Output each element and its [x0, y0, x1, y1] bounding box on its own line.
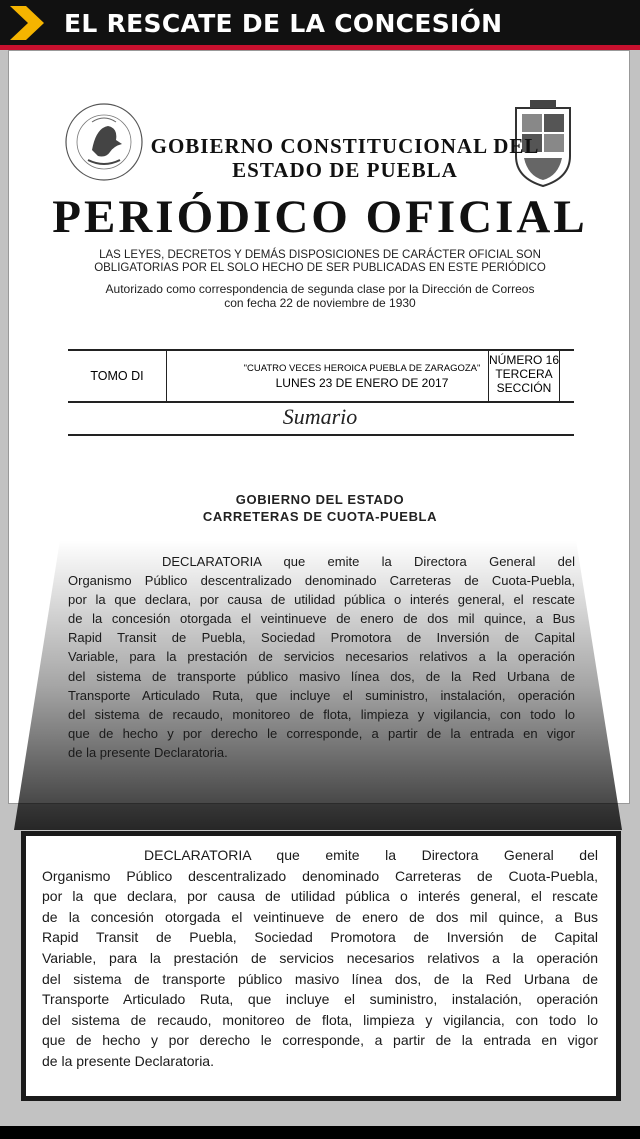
zoomed-line: del sistema de transporte público masivo línea dos, de la Red Urbana de — [42, 970, 598, 987]
section-line-1: TERCERA — [495, 367, 553, 381]
footer-bar — [0, 1126, 640, 1139]
header-bar — [0, 0, 640, 50]
zoomed-declaratoria-paragraph — [42, 845, 598, 1072]
issue-info-box — [68, 349, 574, 403]
declaratoria-line: Rapid Transit de Puebla, Sociedad Promotora de Inversión de Capital — [68, 630, 575, 646]
declaratoria-line: de la presente Declaratoria. — [68, 744, 228, 760]
zoomed-line: de la presente Declaratoria. — [42, 1052, 214, 1069]
carreteras-heading: CARRETERAS DE CUOTA-PUEBLA — [202, 509, 438, 524]
tomo-label: TOMO DI — [68, 351, 167, 401]
issue-date: LUNES 23 DE ENERO DE 2017 — [275, 376, 449, 390]
declaratoria-line: DECLARATORIA que emite la Directora General del — [162, 554, 575, 569]
laws-line-2: OBLIGATORIAS POR EL SOLO HECHO DE SER PUBLICADAS EN ESTE PERIÓDICO — [94, 262, 546, 274]
declaratoria-line: por la que declara, por causa de utilidad pública o interés general, el rescate — [68, 592, 575, 608]
city-motto: "CUATRO VECES HEROICA PUEBLA DE ZARAGOZA" — [243, 363, 481, 374]
zoomed-line: Organismo Público descentralizado denominado Carreteras de Cuota-Puebla, — [42, 867, 598, 884]
authorization-line-1: Autorizado como correspondencia de segunda clase por la Dirección de Correos — [105, 282, 535, 296]
zoomed-line: que de hecho y por derecho le corresponde, a partir de la entrada en vigor — [42, 1032, 598, 1049]
summary-divider — [68, 434, 574, 436]
header-title: EL RESCATE DE LA CONCESIÓN — [64, 9, 503, 38]
zoomed-line: Rapid Transit de Puebla, Sociedad Promotora de Inversión de Capital — [42, 929, 598, 946]
laws-line-1: LAS LEYES, DECRETOS Y DEMÁS DISPOSICIONES DE CARÁCTER OFICIAL SON — [99, 249, 541, 261]
zoomed-line: por la que declara, por causa de utilidad pública o interés general, el rescate — [42, 888, 598, 905]
declaratoria-line: de la concesión otorgada el veintinueve de enero de dos mil quince, a Bus — [68, 611, 575, 627]
declaratoria-line: Transporte Articulado Ruta, que incluye el suministro, instalación, operación — [68, 687, 575, 703]
issue-number-label: NÚMERO 16 — [489, 353, 560, 367]
zoomed-line: Transporte Articulado Ruta, que incluye el suministro, instalación, operación — [42, 991, 598, 1008]
section-heading — [0, 491, 640, 525]
masthead-title: PERIÓDICO OFICIAL — [52, 191, 588, 243]
declaratoria-paragraph — [68, 552, 575, 762]
laws-notice — [0, 249, 640, 275]
declaratoria-line: del sistema de transporte público masivo línea dos, de la Red Urbana de — [68, 668, 575, 684]
government-line-2: ESTADO DE PUEBLA — [232, 158, 458, 182]
declaratoria-line: Variable, para la prestación de servicios necesarios relativos a la operación — [68, 649, 575, 665]
zoomed-line: Variable, para la prestación de servicios necesarios relativos a la operación — [42, 949, 598, 966]
zoomed-line: DECLARATORIA que emite la Directora General del — [144, 847, 598, 863]
authorization-line-2: con fecha 22 de noviembre de 1930 — [224, 296, 416, 310]
issue-number — [488, 351, 560, 401]
government-line-1: GOBIERNO CONSTITUCIONAL DEL — [150, 134, 540, 158]
summary-heading: Sumario — [282, 404, 358, 429]
zoomed-line: de la concesión otorgada el veintinueve de enero de dos mil quince, a Bus — [42, 908, 598, 925]
declaratoria-line: Organismo Público descentralizado denominado Carreteras de Cuota-Puebla, — [68, 573, 575, 589]
zoomed-line: del sistema de recaudo, monitoreo de flota, limpieza y vigilancia, con todo lo — [42, 1011, 598, 1028]
gobierno-heading: GOBIERNO DEL ESTADO — [235, 492, 405, 507]
declaratoria-line: del sistema de recaudo, monitoreo de flota, limpieza y vigilancia, con todo lo — [68, 706, 575, 722]
government-title — [0, 134, 640, 182]
authorization-notice — [0, 282, 640, 310]
section-line-2: SECCIÓN — [496, 381, 552, 395]
chevron-right-icon — [4, 6, 50, 40]
declaratoria-line: que de hecho y por derecho le corresponde, a partir de la entrada en vigor — [68, 725, 575, 741]
